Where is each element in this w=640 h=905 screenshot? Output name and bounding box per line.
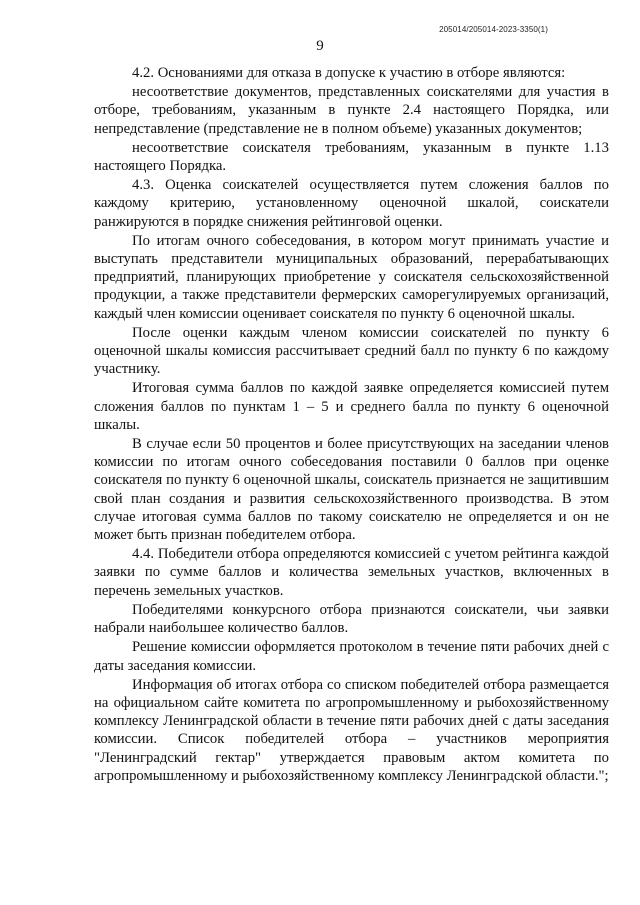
paragraph: несоответствие документов, представленных соискателями для участия в отборе, требованиям, указанным в пункте 2.4 настоящего Порядка, или непредставление (представление не в полном объеме) указанных документов;: [94, 84, 609, 137]
paragraph: По итогам очного собеседования, в котором могут принимать участие и выступать представители муниципальных образований, перерабатывающих предприятий, планирующих приобретение у соискателя сельскохозяйственной продукции, а также представители фермерских саморегулируемых организаций, каждый член комиссии оценивает соискателя по пункту 6 оценочной шкалы.: [94, 232, 609, 322]
document-body: [94, 64, 609, 786]
paragraph: После оценки каждым членом комиссии соискателей по пункту 6 оценочной шкалы комиссия рассчитывает средний балл по пункту 6 по каждому участнику.: [94, 324, 609, 378]
paragraph: Итоговая сумма баллов по каждой заявке определяется комиссией путем сложения баллов по пунктам 1 – 5 и среднего балла по пункту 6 оценочной шкалы.: [94, 380, 609, 433]
paragraph: Победителями конкурсного отбора признаются соискатели, чьи заявки набрали наибольшее количество баллов.: [94, 601, 609, 637]
paragraph: Решение комиссии оформляется протоколом в течение пяти рабочих дней с даты заседания комиссии.: [94, 639, 609, 674]
paragraph: 4.2. Основаниями для отказа в допуске к участию в отборе являются:: [132, 65, 566, 81]
paragraph: Информация об итогах отбора со списком победителей отбора размещается на официальном сайте комитета по агропромышленному и рыбохозяйственному комплексу Ленинградской области в течение пяти рабочих дней с даты заседания комиссии. Список победителей отбора – участников мероприятия "Ленинградский гектар" утверждается правовым актом комитета по агропромышленному и рыбохозяйственному комплексу Ленинградской области.";: [94, 676, 609, 784]
paragraph: В случае если 50 процентов и более присутствующих на заседании членов комиссии по итогам очного собеседования поставили 0 баллов при оценке соискателя по пункту 6 оценочной шкалы, соискатель признается не защитившим свой план создания и развития сельскохозяйственного производства. В этом случае итоговая сумма баллов по такому соискателю не определяется и он не может быть признан победителем отбора.: [94, 436, 609, 544]
page-number: 9: [316, 38, 324, 54]
paragraph: несоответствие соискателя требованиям, указанным в пункте 1.13 настоящего Порядка.: [94, 139, 609, 175]
paragraph: 4.4. Победители отбора определяются комиссией с учетом рейтинга каждой заявки по сумме баллов и количества земельных участков, включенных в перечень земельных участков.: [94, 546, 609, 599]
document-id: 205014/205014-2023-3350(1): [439, 25, 548, 34]
paragraph: 4.3. Оценка соискателей осуществляется путем сложения баллов по каждому критерию, установленному оценочной шкалой, соискатели ранжируются в порядке снижения рейтинговой оценки.: [94, 177, 609, 230]
